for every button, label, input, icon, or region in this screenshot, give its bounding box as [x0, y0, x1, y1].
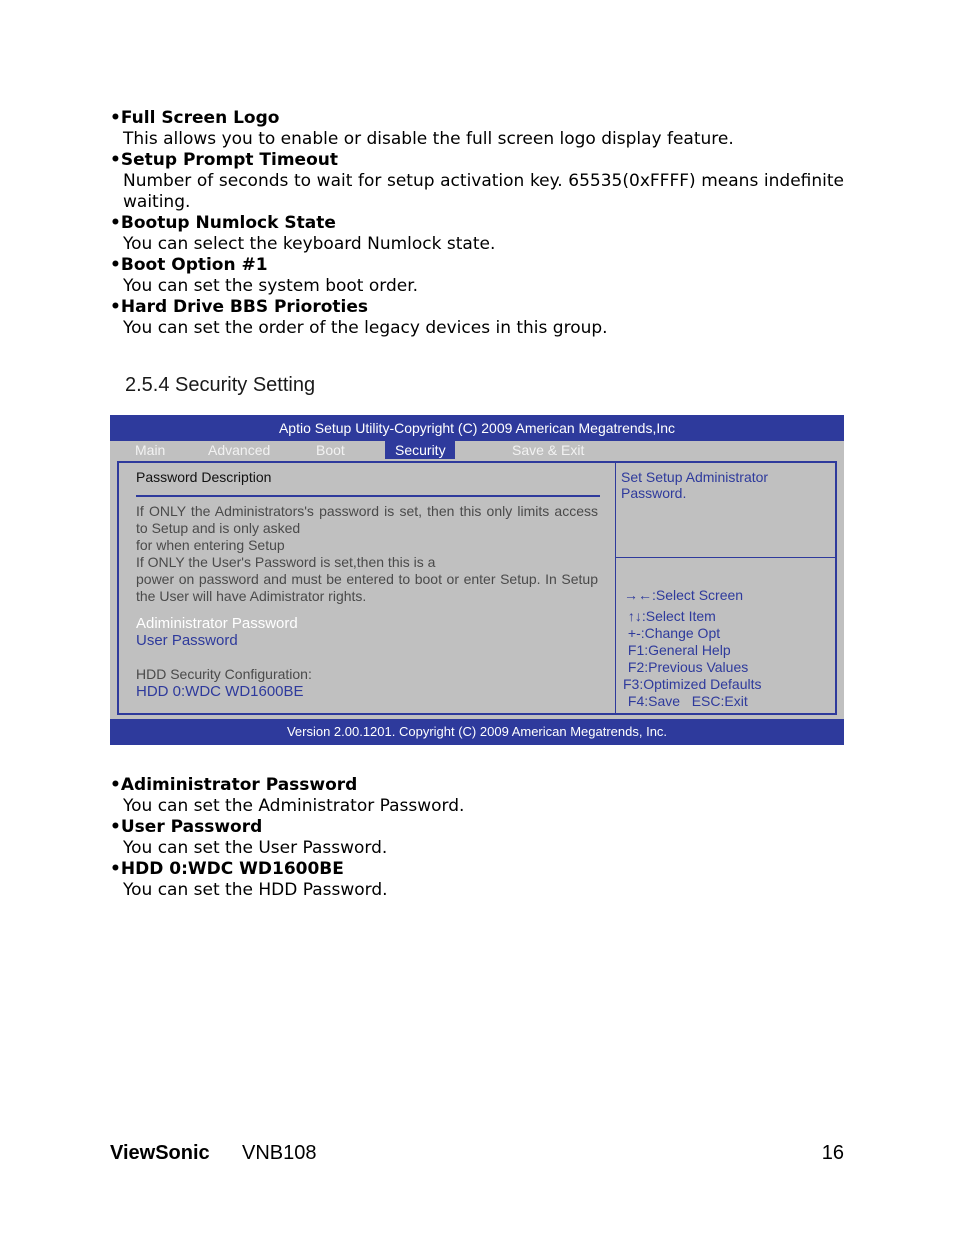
key-previous-values: F2:Previous Values: [624, 659, 749, 675]
tab-security[interactable]: Security: [385, 441, 455, 459]
item-description: You can select the keyboard Numlock state.: [123, 234, 496, 254]
footer-model: VNB108: [242, 1142, 317, 1164]
bios-screenshot: [110, 415, 844, 745]
bios-footer: Version 2.00.1201. Copyright (C) 2009 American Megatrends, Inc.: [110, 719, 844, 745]
key-legend: [616, 587, 762, 710]
page-number: 16: [821, 1142, 844, 1164]
help-line: If ONLY the User's Password is set,then this is a: [136, 554, 436, 570]
item-description: This allows you to enable or disable the full screen logo display feature.: [123, 129, 734, 149]
settings-pane: [119, 463, 617, 713]
item-title: • Setup Prompt Timeout: [110, 150, 844, 171]
bios-tab-bar: [110, 441, 844, 459]
hdd-security-label: HDD Security Configuration:: [136, 666, 312, 682]
item-administrator-password: [110, 775, 844, 817]
key-optimized-defaults: F3:Optimized Defaults: [623, 676, 762, 692]
administrator-password-item[interactable]: Adiministrator Password: [136, 615, 298, 632]
item-boot-option-1: [110, 255, 844, 297]
footer-brand: ViewSonic: [110, 1142, 210, 1164]
key-save-exit: F4:Save ESC:Exit: [624, 693, 748, 709]
key-change-opt: +-:Change Opt: [624, 625, 721, 641]
tab-save-exit[interactable]: Save & Exit: [512, 442, 585, 458]
top-item-list: [110, 108, 844, 339]
password-description-heading: Password Description: [136, 469, 272, 485]
item-title: • HDD 0:WDC WD1600BE: [110, 859, 844, 880]
item-title: • Hard Drive BBS Prioroties: [110, 297, 844, 318]
bottom-item-list: [110, 775, 844, 901]
help-line: If ONLY the Administrators's password is set, then this only limits access to Setup and is only asked: [136, 503, 598, 536]
item-description: You can set the HDD Password.: [123, 880, 388, 900]
item-title: • Full Screen Logo: [110, 108, 844, 129]
hdd-password-item[interactable]: HDD 0:WDC WD1600BE: [136, 683, 304, 700]
help-line: power on password and must be entered to boot or enter Setup. In Setup the User will have Adimistrator rights.: [136, 571, 598, 604]
item-description: Number of seconds to wait for setup activation key. 65535(0xFFFF) means indefinite waiting.: [123, 171, 844, 212]
item-hard-drive-bbs: [110, 297, 844, 339]
tab-boot[interactable]: Boot: [316, 442, 345, 458]
item-help-box: [616, 463, 836, 558]
item-hdd-password: [110, 859, 844, 901]
item-title: • User Password: [110, 817, 844, 838]
key-general-help: F1:General Help: [624, 642, 731, 658]
bios-main-frame: [117, 461, 837, 715]
key-select-screen: →←:Select Screen: [624, 587, 744, 603]
item-full-screen-logo: [110, 108, 844, 150]
user-password-item[interactable]: User Password: [136, 632, 238, 649]
help-pane: [615, 463, 836, 713]
tab-main[interactable]: Main: [135, 442, 166, 458]
item-bootup-numlock-state: [110, 213, 844, 255]
item-description: You can set the Administrator Password.: [123, 796, 465, 816]
key-select-item: ↑↓:Select Item: [624, 608, 716, 624]
item-help-text: Set Setup Administrator Password.: [621, 469, 769, 501]
divider: [136, 495, 600, 497]
bios-header: Aptio Setup Utility-Copyright (C) 2009 American Megatrends,Inc: [110, 415, 844, 441]
password-help-text: [136, 503, 598, 605]
tab-advanced[interactable]: Advanced: [208, 442, 271, 458]
item-title: • Adiministrator Password: [110, 775, 844, 796]
item-description: You can set the order of the legacy devices in this group.: [123, 318, 608, 338]
help-line: for when entering Setup: [136, 537, 285, 553]
item-description: You can set the system boot order.: [123, 276, 419, 296]
section-title: 2.5.4 Security Setting: [125, 374, 316, 396]
item-title: • Boot Option #1: [110, 255, 844, 276]
item-title: • Bootup Numlock State: [110, 213, 844, 234]
item-description: You can set the User Password.: [123, 838, 388, 858]
item-user-password: [110, 817, 844, 859]
item-setup-prompt-timeout: [110, 150, 844, 213]
